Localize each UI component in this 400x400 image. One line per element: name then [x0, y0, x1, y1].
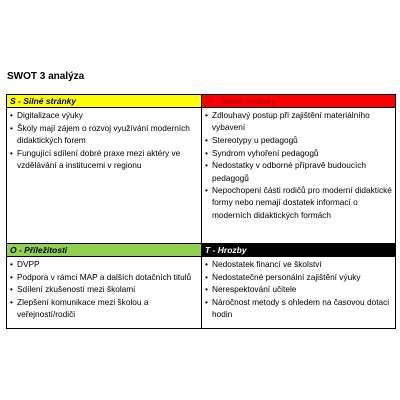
- threats-title: T - Hrozby: [205, 245, 247, 255]
- document-title: SWOT 3 analýza: [7, 71, 85, 82]
- strengths-cell: [7, 108, 202, 244]
- threats-list: [205, 258, 392, 321]
- list-item: • Fungující sdílení dobré praxe mezi aktéry ve vzdělávání a institucemi v regionu: [10, 147, 198, 171]
- opportunities-cell: [7, 257, 202, 329]
- strengths-header: [7, 95, 202, 108]
- weaknesses-title: W - Slabé stránky: [205, 96, 276, 106]
- strengths-list: [10, 109, 198, 171]
- opportunities-list: [10, 258, 198, 321]
- weaknesses-list: [205, 109, 392, 221]
- weaknesses-header: [202, 95, 396, 108]
- list-item: • Zdlouhavý postup při zajištění materiálního vybavení: [205, 109, 392, 133]
- list-item: • DVPP: [10, 258, 198, 270]
- list-item: • Nedostatek financí ve školství: [205, 258, 392, 270]
- list-item: • Nedostatečné personální zajištění výuky: [205, 271, 392, 283]
- list-item: • Zlepšení komunikace mezi školou a veřejností/rodiči: [10, 296, 198, 320]
- list-item: • Školy mají zájem o rozvoj využívání moderních didaktických forem: [10, 122, 198, 146]
- list-item: • Stereotypy u pedagogů: [205, 134, 392, 146]
- swot-table: [6, 94, 396, 329]
- strengths-title: S - Silné stránky: [10, 96, 77, 106]
- list-item: • Podpora v rámci MAP a dalších dotačních titulů: [10, 271, 198, 283]
- threats-header: [202, 244, 396, 257]
- list-item: • Nerespektování učitele: [205, 283, 392, 295]
- threats-cell: [202, 257, 396, 329]
- opportunities-title: O - Příležitosti: [10, 245, 68, 255]
- list-item: • Nedostatky v odborné přípravě budoucích pedagogů: [205, 159, 392, 183]
- list-item: • Náročnost metody s ohledem na časovou dotaci hodin: [205, 296, 392, 320]
- opportunities-header: [7, 244, 202, 257]
- list-item: • Digitalizace výuky: [10, 109, 198, 121]
- weaknesses-cell: [202, 108, 396, 244]
- list-item: • Sdílení zkušeností mezi školami: [10, 283, 198, 295]
- list-item: • Syndrom vyhoření pedagogů: [205, 147, 392, 159]
- list-item: • Nepochopení části rodičů pro moderní didaktické formy nebo nemají dostatek informací o moderních didaktických formách: [205, 184, 392, 221]
